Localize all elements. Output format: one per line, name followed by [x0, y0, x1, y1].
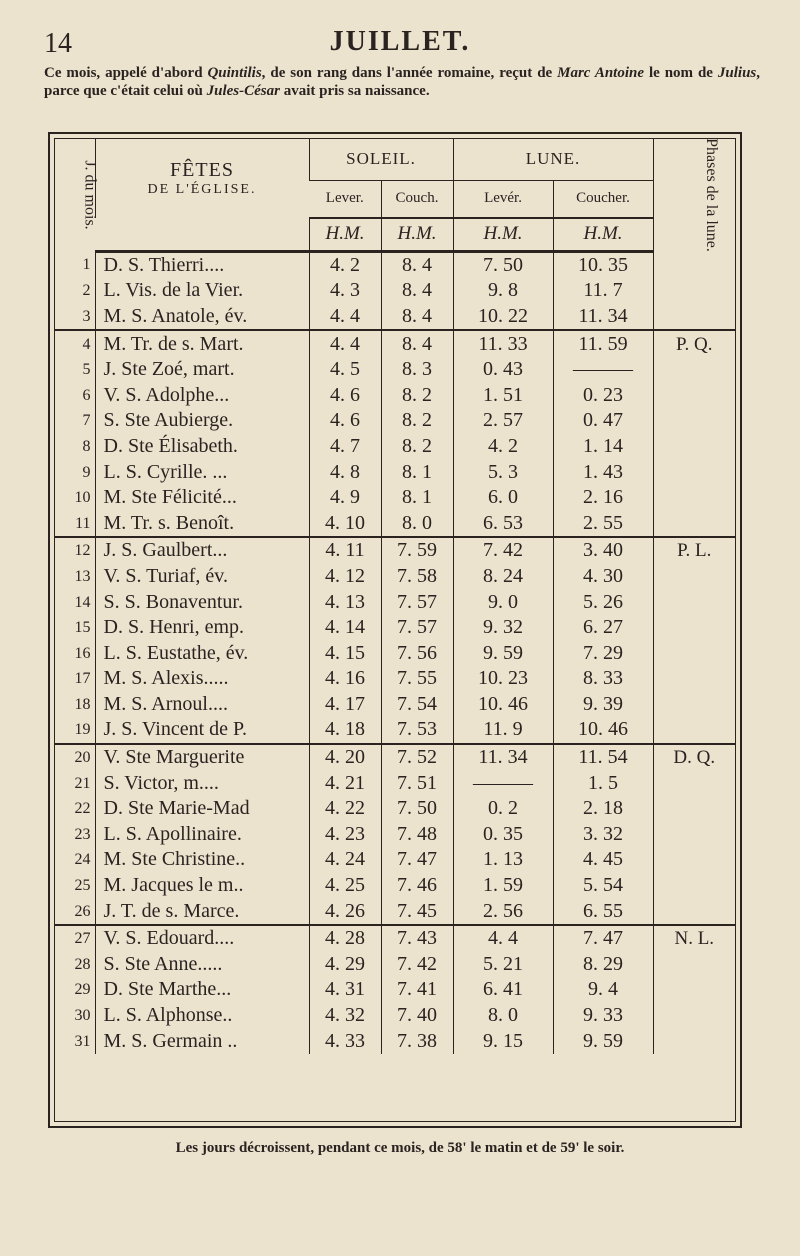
- moon-rise: 0. 35: [453, 822, 553, 848]
- intro-text: Ce mois, appelé d'abord: [44, 65, 208, 81]
- fete-name: D. S. Thierri....: [95, 251, 309, 278]
- sun-set: 7. 42: [381, 952, 453, 978]
- sun-set: 8. 2: [381, 408, 453, 434]
- moon-phase: [653, 382, 735, 408]
- intro-text: , parce que c'était celui où: [44, 65, 760, 99]
- moon-rise: 0. 2: [453, 796, 553, 822]
- moon-set: 9. 33: [553, 1003, 653, 1029]
- calendar-row: [55, 615, 735, 641]
- sun-set: 7. 55: [381, 666, 453, 692]
- fete-name: S. Ste Anne.....: [95, 952, 309, 978]
- calendar-row: [55, 770, 735, 796]
- moon-phase: [653, 1028, 735, 1054]
- moon-set: 6. 27: [553, 615, 653, 641]
- sun-set: 8. 1: [381, 485, 453, 511]
- moon-rise: 11. 9: [453, 717, 553, 744]
- sun-set: 7. 57: [381, 589, 453, 615]
- moon-phase: [653, 952, 735, 978]
- sun-rise: 4. 15: [309, 640, 381, 666]
- sun-rise: 4. 22: [309, 796, 381, 822]
- sun-set: 8. 2: [381, 382, 453, 408]
- sun-rise: 4. 33: [309, 1028, 381, 1054]
- sun-rise: 4. 3: [309, 278, 381, 304]
- calendar-row: [55, 589, 735, 615]
- calendar-row: [55, 357, 735, 383]
- moon-rise: 10. 46: [453, 692, 553, 718]
- moon-set: 4. 45: [553, 847, 653, 873]
- sun-set: 7. 50: [381, 796, 453, 822]
- calendar-row: [55, 537, 735, 564]
- moon-rise: 4. 2: [453, 434, 553, 460]
- day-number: 16: [74, 644, 91, 662]
- soleil-lever-header: Lever.: [309, 180, 381, 218]
- moon-rise: 9. 32: [453, 615, 553, 641]
- moon-rise: 0. 43: [453, 357, 553, 383]
- calendar-table: [55, 139, 735, 1054]
- sun-set: 8. 1: [381, 459, 453, 485]
- sun-rise: 4. 10: [309, 510, 381, 537]
- sun-set: 7. 38: [381, 1028, 453, 1054]
- calendar-row: [55, 382, 735, 408]
- fete-name: M. Jacques le m..: [95, 873, 309, 899]
- hm-unit: H.M.: [453, 218, 553, 251]
- calendar-row: [55, 640, 735, 666]
- moon-rise: 9. 8: [453, 278, 553, 304]
- moon-phase: [653, 717, 735, 744]
- sun-set: 7. 47: [381, 847, 453, 873]
- day-number: 3: [82, 307, 91, 325]
- moon-set: 6. 55: [553, 898, 653, 925]
- fete-name: J. T. de s. Marce.: [95, 898, 309, 925]
- fete-name: V. S. Turiaf, év.: [95, 564, 309, 590]
- moon-phase: [653, 485, 735, 511]
- moon-rise: 9. 15: [453, 1028, 553, 1054]
- moon-set: 11. 34: [553, 304, 653, 331]
- sun-rise: 4. 8: [309, 459, 381, 485]
- hm-unit: H.M.: [381, 218, 453, 251]
- sun-rise: 4. 5: [309, 357, 381, 383]
- intro-text: le nom de: [644, 65, 718, 81]
- fete-name: V. S. Adolphe...: [95, 382, 309, 408]
- sun-set: 8. 4: [381, 330, 453, 357]
- moon-phase: [653, 357, 735, 383]
- moon-phase: D. Q.: [653, 744, 735, 771]
- footer-note: Les jours décroissent, pendant ce mois, de 58' le matin et de 59' le soir.: [175, 1140, 625, 1156]
- day-number: 2: [82, 282, 91, 300]
- moon-phase: [653, 822, 735, 848]
- day-number: 15: [74, 619, 91, 637]
- day-number: 31: [74, 1032, 91, 1050]
- fete-name: L. S. Cyrille. ...: [95, 459, 309, 485]
- sun-rise: 4. 18: [309, 717, 381, 744]
- sun-rise: 4. 16: [309, 666, 381, 692]
- moon-set: 8. 33: [553, 666, 653, 692]
- moon-set: 0. 23: [553, 382, 653, 408]
- moon-set: ———: [553, 357, 653, 383]
- day-number: 9: [82, 463, 91, 481]
- calendar-row: [55, 251, 735, 278]
- calendar-row: [55, 278, 735, 304]
- moon-rise: 10. 22: [453, 304, 553, 331]
- moon-phase: [653, 796, 735, 822]
- calendar-row: [55, 510, 735, 537]
- moon-rise: 2. 57: [453, 408, 553, 434]
- moon-set: 1. 14: [553, 434, 653, 460]
- sun-set: 7. 41: [381, 977, 453, 1003]
- calendar-row: [55, 898, 735, 925]
- moon-set: 11. 7: [553, 278, 653, 304]
- fete-name: L. S. Alphonse..: [95, 1003, 309, 1029]
- moon-phase: [653, 304, 735, 331]
- sun-set: 7. 57: [381, 615, 453, 641]
- sun-rise: 4. 7: [309, 434, 381, 460]
- moon-phase: [653, 977, 735, 1003]
- fete-name: S. Ste Aubierge.: [95, 408, 309, 434]
- moon-set: 2. 55: [553, 510, 653, 537]
- fete-name: M. S. Arnoul....: [95, 692, 309, 718]
- sun-rise: 4. 21: [309, 770, 381, 796]
- moon-rise: 8. 24: [453, 564, 553, 590]
- moon-phase: [653, 770, 735, 796]
- fete-name: M. S. Alexis.....: [95, 666, 309, 692]
- sun-rise: 4. 25: [309, 873, 381, 899]
- calendar-row: [55, 564, 735, 590]
- fete-name: M. Tr. de s. Mart.: [95, 330, 309, 357]
- fete-name: M. Ste Christine..: [95, 847, 309, 873]
- fete-name: M. S. Anatole, év.: [95, 304, 309, 331]
- moon-rise: 6. 41: [453, 977, 553, 1003]
- calendar-row: [55, 847, 735, 873]
- moon-phase: [653, 847, 735, 873]
- moon-set: 7. 47: [553, 925, 653, 952]
- calendar-row: [55, 304, 735, 331]
- moon-phase: [653, 459, 735, 485]
- sun-set: 8. 0: [381, 510, 453, 537]
- day-number: 10: [74, 489, 91, 507]
- sun-set: 8. 2: [381, 434, 453, 460]
- sun-set: 7. 53: [381, 717, 453, 744]
- sun-set: 7. 43: [381, 925, 453, 952]
- moon-rise: 8. 0: [453, 1003, 553, 1029]
- day-number: 30: [74, 1007, 91, 1025]
- moon-rise: 2. 56: [453, 898, 553, 925]
- moon-set: 2. 16: [553, 485, 653, 511]
- sun-set: 7. 51: [381, 770, 453, 796]
- day-column-header: J. du mois.: [81, 160, 99, 230]
- moon-phase: P. Q.: [653, 330, 735, 357]
- lune-coucher-header: Coucher.: [553, 180, 653, 218]
- moon-rise: 1. 51: [453, 382, 553, 408]
- fete-name: S. Victor, m....: [95, 770, 309, 796]
- calendar-row: [55, 666, 735, 692]
- sun-rise: 4. 4: [309, 330, 381, 357]
- hm-unit: H.M.: [553, 218, 653, 251]
- sun-set: 7. 45: [381, 898, 453, 925]
- lune-header: LUNE.: [453, 139, 653, 180]
- fete-name: V. Ste Marguerite: [95, 744, 309, 771]
- sun-rise: 4. 20: [309, 744, 381, 771]
- soleil-coucher-header: Couch.: [381, 180, 453, 218]
- sun-rise: 4. 28: [309, 925, 381, 952]
- fetes-header-spacer: [95, 218, 309, 251]
- moon-rise: 9. 59: [453, 640, 553, 666]
- day-number: 27: [55, 925, 95, 952]
- fete-name: L. S. Apollinaire.: [95, 822, 309, 848]
- day-number: 12: [55, 537, 95, 564]
- day-number: 14: [74, 593, 91, 611]
- moon-phase: [653, 408, 735, 434]
- intro-text: avait pris sa naissance.: [279, 83, 430, 99]
- day-number: 8: [82, 437, 91, 455]
- moon-set: 9. 4: [553, 977, 653, 1003]
- moon-set: 3. 40: [553, 537, 653, 564]
- day-number: 19: [74, 721, 91, 739]
- calendar-row: [55, 330, 735, 357]
- moon-rise: 6. 53: [453, 510, 553, 537]
- sun-set: 7. 48: [381, 822, 453, 848]
- fete-name: S. S. Bonaventur.: [95, 589, 309, 615]
- moon-rise: 11. 33: [453, 330, 553, 357]
- moon-phase: [653, 692, 735, 718]
- day-number: 6: [82, 386, 91, 404]
- moon-phase: [653, 1003, 735, 1029]
- sun-rise: 4. 13: [309, 589, 381, 615]
- moon-rise: 5. 21: [453, 952, 553, 978]
- sun-set: 8. 3: [381, 357, 453, 383]
- moon-set: 11. 59: [553, 330, 653, 357]
- month-title: JUILLET.: [329, 26, 471, 57]
- calendar-row: [55, 692, 735, 718]
- fete-name: J. Ste Zoé, mart.: [95, 357, 309, 383]
- sun-rise: 4. 24: [309, 847, 381, 873]
- sun-rise: 4. 32: [309, 1003, 381, 1029]
- calendar-row: [55, 952, 735, 978]
- sun-rise: 4. 31: [309, 977, 381, 1003]
- moon-rise: 1. 13: [453, 847, 553, 873]
- moon-set: 2. 18: [553, 796, 653, 822]
- fete-name: J. S. Gaulbert...: [95, 537, 309, 564]
- calendar-row: [55, 796, 735, 822]
- moon-set: 10. 46: [553, 717, 653, 744]
- moon-rise: 11. 34: [453, 744, 553, 771]
- day-number: 1: [82, 256, 91, 274]
- sun-rise: 4. 6: [309, 382, 381, 408]
- calendar-row: [55, 717, 735, 744]
- day-number: 5: [82, 361, 91, 379]
- moon-rise: ———: [453, 770, 553, 796]
- intro-text: , de son rang dans l'année romaine, reçut de: [261, 65, 558, 81]
- sun-rise: 4. 4: [309, 304, 381, 331]
- day-number: 18: [74, 695, 91, 713]
- day-number: 4: [55, 330, 95, 357]
- sun-rise: 4. 26: [309, 898, 381, 925]
- fete-name: L. Vis. de la Vier.: [95, 278, 309, 304]
- calendar-row: [55, 1028, 735, 1054]
- fetes-header: FÊTES DE L'ÉGLISE.: [95, 139, 309, 218]
- moon-set: 11. 54: [553, 744, 653, 771]
- day-number: 28: [74, 955, 91, 973]
- intro-marc-antoine: Marc Antoine: [557, 65, 645, 81]
- sun-rise: 4. 2: [309, 251, 381, 278]
- moon-rise: 6. 0: [453, 485, 553, 511]
- sun-rise: 4. 17: [309, 692, 381, 718]
- moon-set: 9. 39: [553, 692, 653, 718]
- sun-rise: 4. 12: [309, 564, 381, 590]
- sun-rise: 4. 9: [309, 485, 381, 511]
- fete-name: D. Ste Marthe...: [95, 977, 309, 1003]
- lune-lever-header: Levér.: [453, 180, 553, 218]
- sun-rise: 4. 11: [309, 537, 381, 564]
- moon-phase: [653, 510, 735, 537]
- fete-name: V. S. Edouard....: [95, 925, 309, 952]
- day-number: 17: [74, 670, 91, 688]
- sun-set: 7. 59: [381, 537, 453, 564]
- calendar-row: [55, 408, 735, 434]
- sun-rise: 4. 29: [309, 952, 381, 978]
- hm-unit: H.M.: [309, 218, 381, 251]
- calendar-row: [55, 459, 735, 485]
- moon-rise: 5. 3: [453, 459, 553, 485]
- calendar-row: [55, 925, 735, 952]
- moon-phase: [653, 434, 735, 460]
- moon-set: 5. 54: [553, 873, 653, 899]
- day-number: 21: [74, 774, 91, 792]
- moon-rise: 7. 50: [453, 251, 553, 278]
- calendar-row: [55, 434, 735, 460]
- sun-set: 7. 40: [381, 1003, 453, 1029]
- calendar-rows: [55, 251, 735, 1054]
- sun-set: 7. 58: [381, 564, 453, 590]
- moon-phase: [653, 251, 735, 278]
- day-number: 23: [74, 825, 91, 843]
- sun-set: 8. 4: [381, 304, 453, 331]
- day-number: 25: [74, 877, 91, 895]
- moon-set: 9. 59: [553, 1028, 653, 1054]
- moon-set: 5. 26: [553, 589, 653, 615]
- soleil-header: SOLEIL.: [309, 139, 453, 180]
- day-number: 20: [55, 744, 95, 771]
- moon-set: 10. 35: [553, 251, 653, 278]
- phases-header: Phases de la lune.: [653, 139, 735, 251]
- sun-set: 8. 4: [381, 251, 453, 278]
- month-intro: [44, 64, 760, 100]
- day-number: 24: [74, 851, 91, 869]
- calendar-row: [55, 485, 735, 511]
- fete-name: M. S. Germain ..: [95, 1028, 309, 1054]
- moon-set: 0. 47: [553, 408, 653, 434]
- page-number: 14: [44, 28, 72, 59]
- fete-name: L. S. Eustathe, év.: [95, 640, 309, 666]
- moon-rise: 1. 59: [453, 873, 553, 899]
- moon-set: 4. 30: [553, 564, 653, 590]
- sun-rise: 4. 6: [309, 408, 381, 434]
- moon-set: 7. 29: [553, 640, 653, 666]
- fete-name: M. Tr. s. Benoît.: [95, 510, 309, 537]
- fete-name: D. S. Henri, emp.: [95, 615, 309, 641]
- moon-rise: 9. 0: [453, 589, 553, 615]
- moon-phase: [653, 666, 735, 692]
- moon-phase: [653, 873, 735, 899]
- calendar-row: [55, 1003, 735, 1029]
- moon-set: 8. 29: [553, 952, 653, 978]
- fete-name: D. Ste Marie-Mad: [95, 796, 309, 822]
- day-number: 22: [74, 800, 91, 818]
- calendar-row: [55, 873, 735, 899]
- fete-name: M. Ste Félicité...: [95, 485, 309, 511]
- day-number: 26: [74, 902, 91, 920]
- day-number: 7: [82, 412, 91, 430]
- day-number: 13: [74, 567, 91, 585]
- intro-julius: Julius: [717, 65, 757, 81]
- sun-rise: 4. 14: [309, 615, 381, 641]
- moon-set: 1. 43: [553, 459, 653, 485]
- moon-phase: N. L.: [653, 925, 735, 952]
- moon-rise: 4. 4: [453, 925, 553, 952]
- sun-set: 7. 46: [381, 873, 453, 899]
- moon-phase: P. L.: [653, 537, 735, 564]
- moon-phase: [653, 278, 735, 304]
- sun-rise: 4. 23: [309, 822, 381, 848]
- fete-name: D. Ste Élisabeth.: [95, 434, 309, 460]
- moon-phase: [653, 615, 735, 641]
- moon-set: 3. 32: [553, 822, 653, 848]
- sun-set: 7. 54: [381, 692, 453, 718]
- calendar-row: [55, 744, 735, 771]
- moon-phase: [653, 589, 735, 615]
- intro-jules-cesar: Jules-César: [206, 83, 280, 99]
- day-number: 29: [74, 981, 91, 999]
- moon-phase: [653, 898, 735, 925]
- calendar-row: [55, 822, 735, 848]
- sun-set: 7. 52: [381, 744, 453, 771]
- moon-rise: 10. 23: [453, 666, 553, 692]
- sun-set: 7. 56: [381, 640, 453, 666]
- day-number: 11: [75, 514, 91, 532]
- calendar-row: [55, 977, 735, 1003]
- moon-rise: 7. 42: [453, 537, 553, 564]
- sun-set: 8. 4: [381, 278, 453, 304]
- intro-quintilis: Quintilis: [207, 65, 262, 81]
- fete-name: J. S. Vincent de P.: [95, 717, 309, 744]
- moon-phase: [653, 640, 735, 666]
- moon-phase: [653, 564, 735, 590]
- calendar-table-frame: [48, 132, 742, 1128]
- moon-set: 1. 5: [553, 770, 653, 796]
